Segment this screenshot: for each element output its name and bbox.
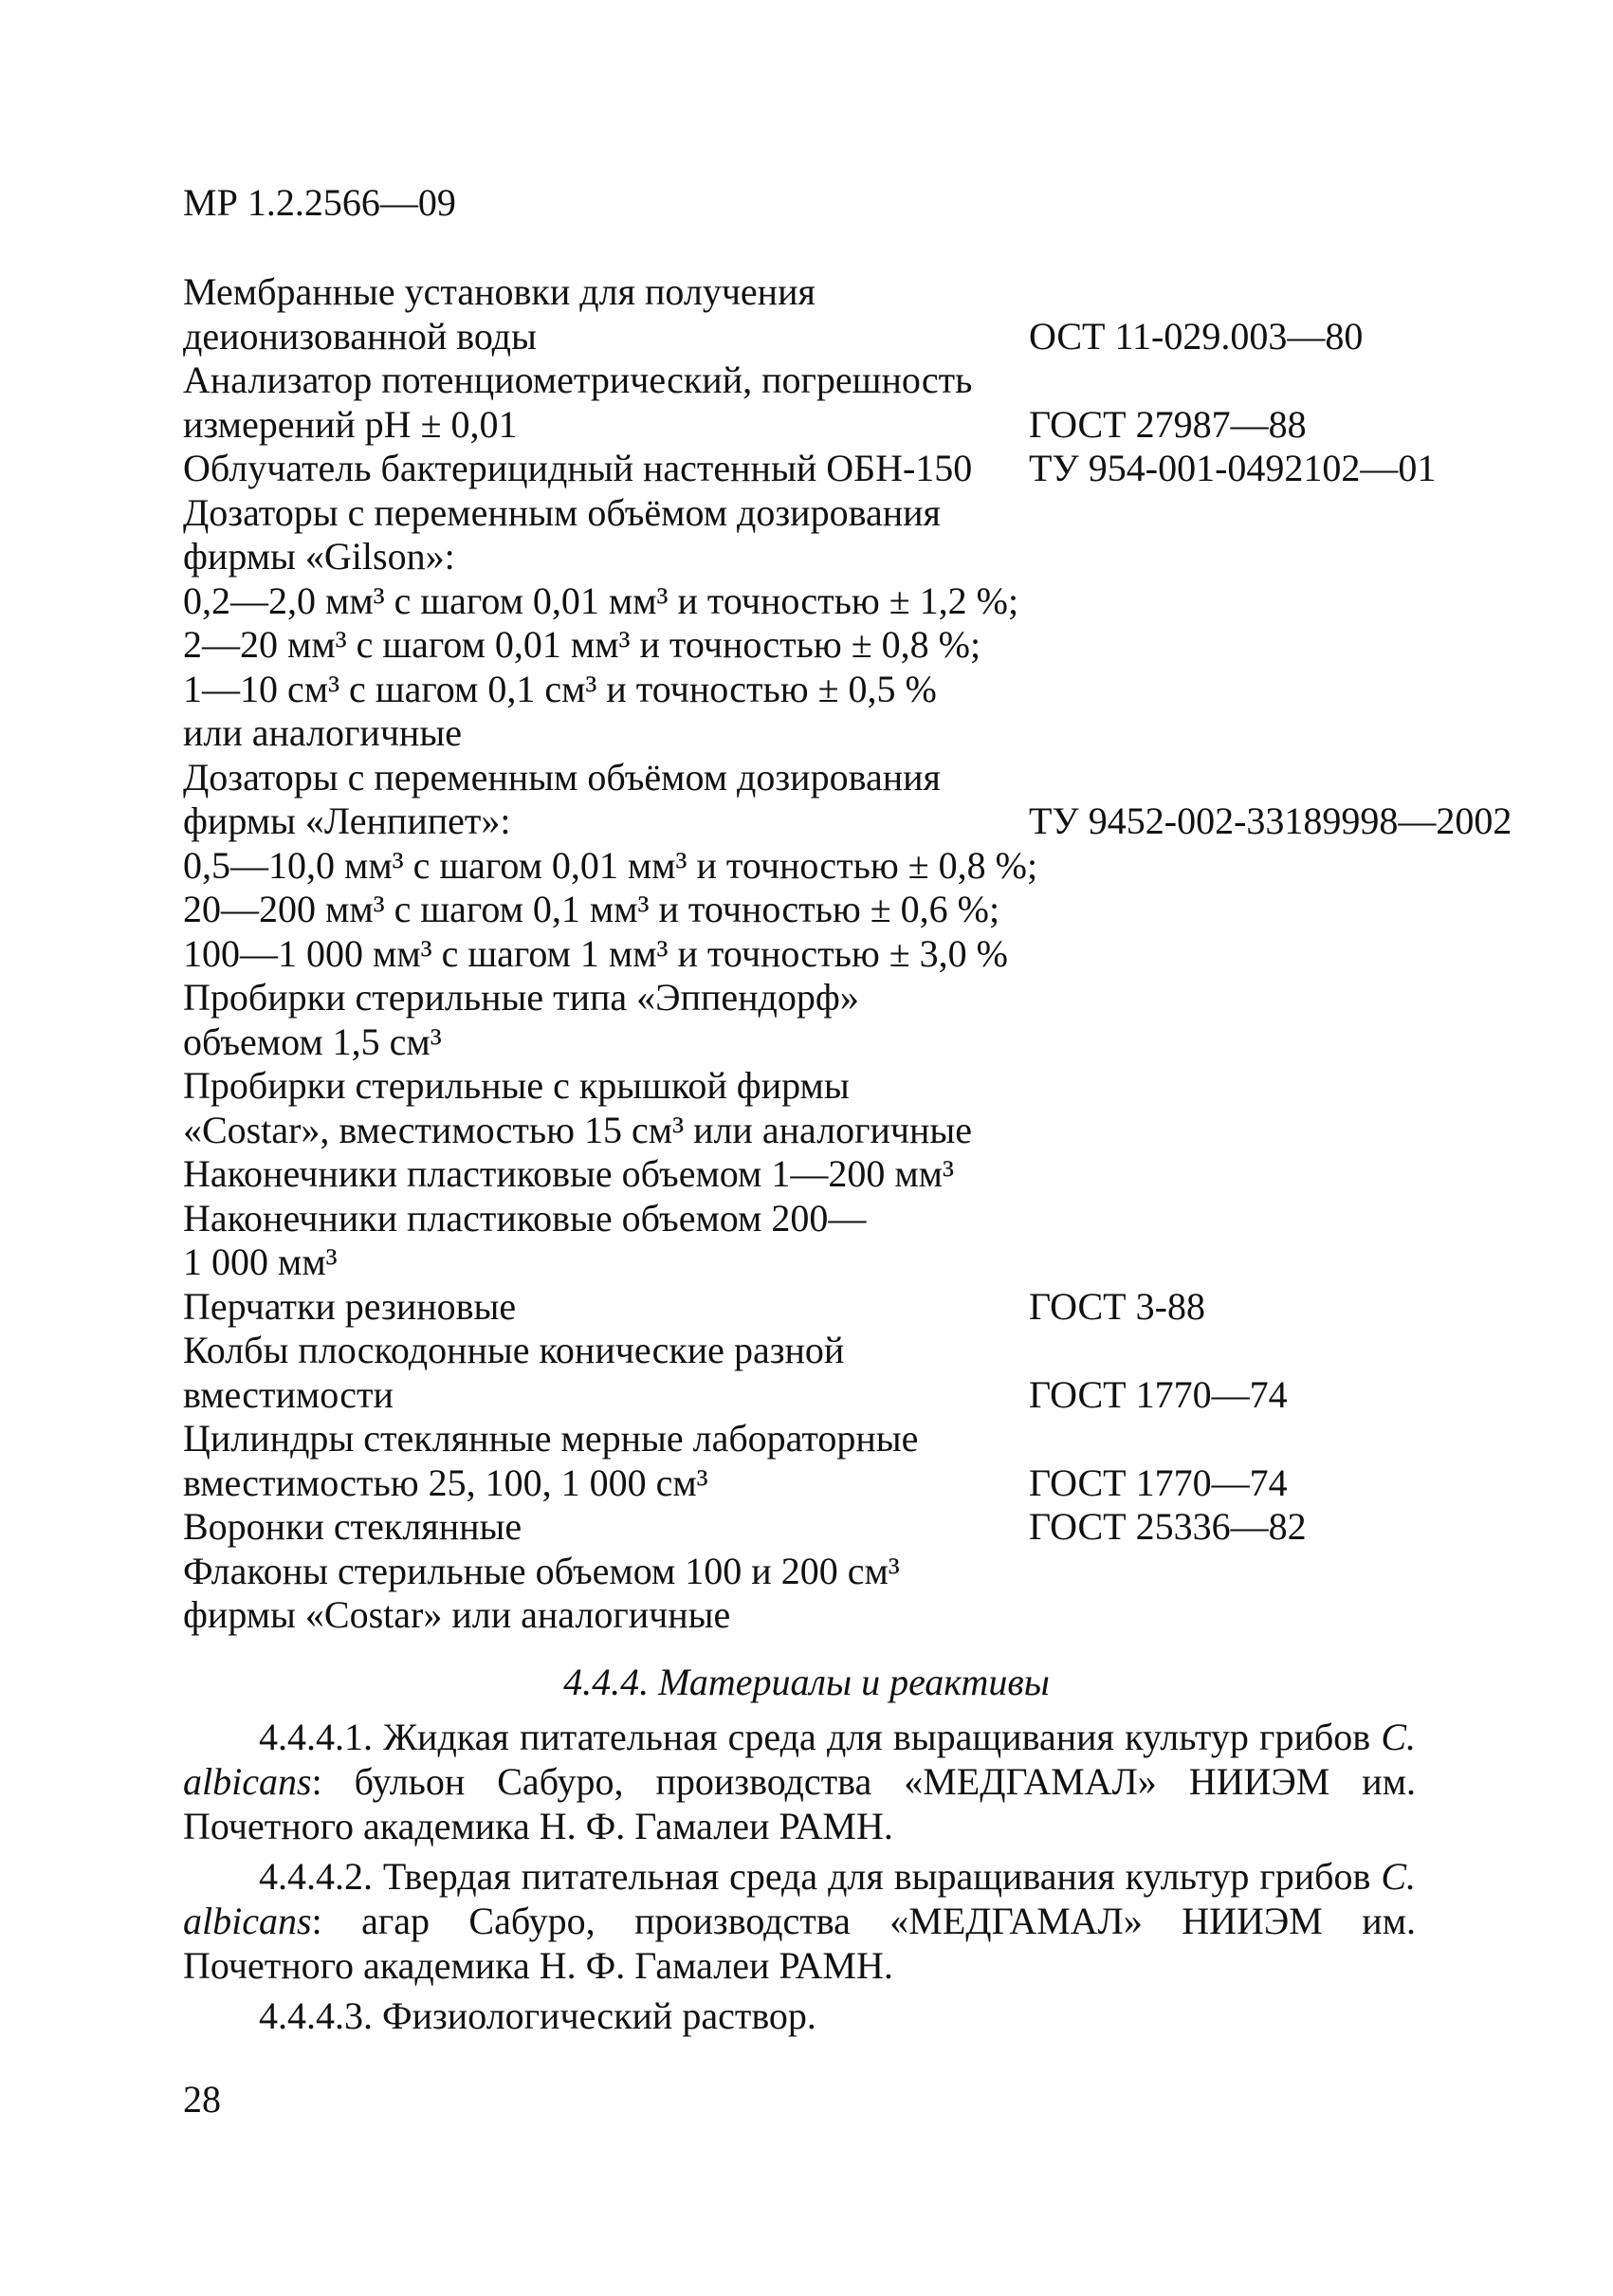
equipment-row xyxy=(183,1240,1492,1285)
equipment-description: «Costar», вместимостью 15 см³ или аналогичные xyxy=(183,1108,973,1151)
equipment-description: Наконечники пластиковые объемом 200— xyxy=(183,1196,867,1240)
equipment-row xyxy=(183,932,1492,977)
equipment-row xyxy=(183,1373,1492,1418)
equipment-description: деионизованной воды xyxy=(183,314,537,358)
equipment-row xyxy=(183,1550,1492,1594)
equipment-description: Воронки стеклянные xyxy=(183,1505,522,1548)
equipment-row xyxy=(183,1505,1492,1550)
paragraph-4-4-4-1 xyxy=(183,1715,1416,1848)
equipment-row xyxy=(183,270,1492,315)
equipment-row xyxy=(183,1285,1492,1330)
equipment-description: Перчатки резиновые xyxy=(183,1284,517,1328)
equipment-description: 100—1 000 мм³ с шагом 1 мм³ и точностью ± 3,0 % xyxy=(183,931,1008,975)
paragraph-number: 4.4.4.3. xyxy=(259,1994,373,2037)
equipment-row xyxy=(183,1417,1492,1461)
equipment-row xyxy=(183,1197,1492,1241)
equipment-description: Флаконы стерильные объемом 100 и 200 см³ xyxy=(183,1549,900,1592)
equipment-row xyxy=(183,668,1492,712)
equipment-description: фирмы «Ленпипет»: xyxy=(183,799,511,842)
equipment-row xyxy=(183,1064,1492,1109)
equipment-row xyxy=(183,799,1512,844)
equipment-description: фирмы «Costar» или аналогичные xyxy=(183,1593,731,1636)
equipment-description: 2—20 мм³ с шагом 0,01 мм³ и точностью ± 0,8 %; xyxy=(183,623,981,666)
equipment-description: 1—10 см³ с шагом 0,1 см³ и точностью ± 0,5 % xyxy=(183,667,937,710)
species-name: C. albicans xyxy=(183,1855,1416,1942)
paragraph-text: Жидкая питательная среда для выращивания культур грибов xyxy=(383,1716,1371,1758)
paragraph-text-cont: : агар Сабуро, производства «МЕДГАМАЛ» НИИЭМ им. Почетного академика Н. Ф. Гамалеи РАМН. xyxy=(183,1900,1416,1987)
equipment-description: или аналогичные xyxy=(183,711,462,754)
equipment-description: Дозаторы с переменным объёмом дозирования xyxy=(183,490,941,534)
equipment-description: Пробирки стерильные с крышкой фирмы xyxy=(183,1064,850,1107)
equipment-description: 1 000 мм³ xyxy=(183,1240,338,1283)
document-code-header: МР 1.2.2566—09 xyxy=(183,181,456,224)
equipment-description: фирмы «Gilson»: xyxy=(183,535,455,578)
equipment-row xyxy=(183,447,1492,491)
equipment-row xyxy=(183,1020,1492,1065)
equipment-description: вместимостью 25, 100, 1 000 см³ xyxy=(183,1460,708,1504)
equipment-description: Цилиндры стеклянные мерные лабораторные xyxy=(183,1417,919,1460)
equipment-description: объемом 1,5 см³ xyxy=(183,1019,442,1063)
paragraph-number: 4.4.4.1. xyxy=(259,1716,373,1758)
standard-reference: ГОСТ 1770—74 xyxy=(1029,1372,1288,1416)
paragraph-number: 4.4.4.2. xyxy=(259,1855,373,1898)
page-number: 28 xyxy=(183,2078,221,2121)
equipment-description: Пробирки стерильные типа «Эппендорф» xyxy=(183,976,859,1019)
standard-reference: ГОСТ 27987—88 xyxy=(1029,402,1307,446)
equipment-row xyxy=(183,1329,1492,1373)
paragraph-text-cont: : бульон Сабуро, производства «МЕДГАМАЛ» НИИЭМ им. Почетного академика Н. Ф. Гамалеи РАМН. xyxy=(183,1760,1416,1847)
paragraph-text: Твердая питательная среда для выращивания культур грибов xyxy=(382,1855,1371,1898)
equipment-row xyxy=(183,1109,1492,1153)
equipment-description: измерений рН ± 0,01 xyxy=(183,402,518,446)
standard-reference: ОСТ 11-029.003—80 xyxy=(1029,314,1364,358)
paragraph-4-4-4-2 xyxy=(183,1854,1416,1988)
standard-reference: ГОСТ 1770—74 xyxy=(1029,1460,1288,1504)
equipment-row xyxy=(183,579,1492,624)
equipment-row xyxy=(183,1152,1492,1197)
equipment-description: Колбы плоскодонные конические разной xyxy=(183,1329,845,1371)
paragraph-text: Физиологический раствор. xyxy=(382,1994,816,2037)
equipment-row xyxy=(183,403,1492,448)
equipment-description: Дозаторы с переменным объёмом дозирования xyxy=(183,755,941,799)
equipment-description: Наконечники пластиковые объемом 1—200 мм³ xyxy=(183,1152,954,1195)
equipment-description: Анализатор потенциометрический, погрешность xyxy=(183,358,973,401)
equipment-row xyxy=(183,711,1492,756)
equipment-description: Облучатель бактерицидный настенный ОБН-150 xyxy=(183,447,973,489)
standard-reference: ТУ 9452-002-33189998—2002 xyxy=(1029,799,1512,842)
equipment-row xyxy=(183,315,1492,359)
equipment-description: 20—200 мм³ с шагом 0,1 мм³ и точностью ± 0,6 %; xyxy=(183,888,1000,930)
equipment-description: 0,2—2,0 мм³ с шагом 0,01 мм³ и точностью ± 1,2 %; xyxy=(183,579,1019,622)
equipment-row xyxy=(183,535,1492,579)
equipment-description: Мембранные установки для получения xyxy=(183,270,816,313)
equipment-row xyxy=(183,756,1492,800)
standard-reference: ГОСТ 3-88 xyxy=(1029,1284,1205,1328)
standard-reference: ТУ 954-001-0492102—01 xyxy=(1029,447,1437,489)
standard-reference: ГОСТ 25336—82 xyxy=(1029,1505,1307,1548)
equipment-row xyxy=(183,491,1492,536)
equipment-description: 0,5—10,0 мм³ с шагом 0,01 мм³ и точностью ± 0,8 %; xyxy=(183,843,1038,887)
section-title: 4.4.4. Материалы и реактивы xyxy=(563,1661,1050,1703)
equipment-row xyxy=(183,1593,1492,1638)
species-name: C. albicans xyxy=(183,1716,1416,1803)
equipment-description: вместимости xyxy=(183,1372,394,1416)
equipment-row xyxy=(183,623,1492,668)
equipment-row xyxy=(183,358,1492,403)
equipment-row xyxy=(183,888,1492,932)
equipment-row xyxy=(183,976,1492,1020)
equipment-row xyxy=(183,1461,1492,1506)
paragraph-4-4-4-3 xyxy=(183,1993,1416,2038)
equipment-row xyxy=(183,844,1492,889)
equipment-list xyxy=(183,270,1512,1638)
